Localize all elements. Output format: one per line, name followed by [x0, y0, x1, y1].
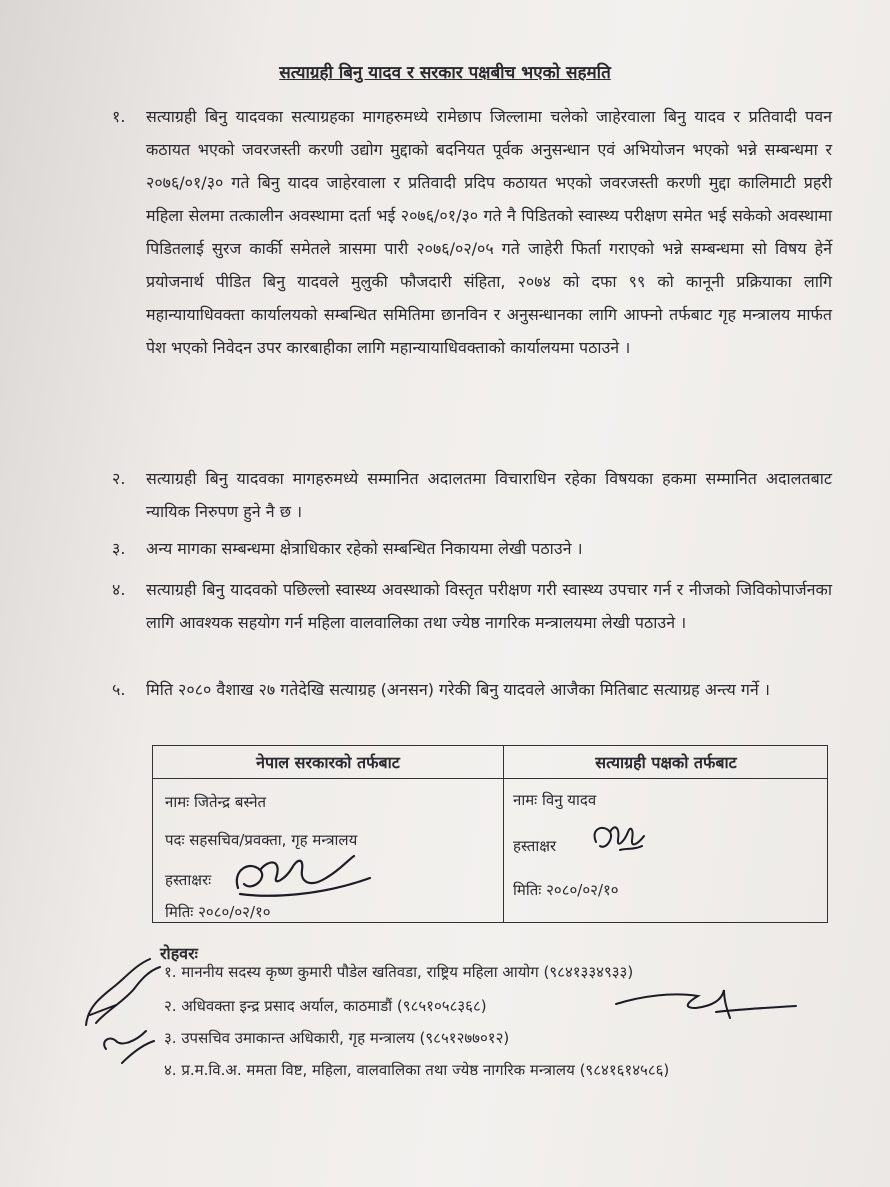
item-number: ३.	[112, 539, 126, 558]
protester-handwritten-signature	[590, 820, 650, 865]
witness-2-signature	[612, 982, 802, 1022]
agreement-item-1	[112, 100, 832, 364]
witness-1: १. माननीय सदस्य कृष्ण कुमारी पौडेल खतिवडा, राष्ट्रिय महिला आयोग (९८४१३३४९३३)	[164, 963, 634, 981]
govt-signature-label: हस्ताक्षरः	[165, 871, 212, 889]
item-number: ४.	[112, 580, 126, 599]
item-text: सत्याग्रही बिनु यादवका सत्याग्रहका मागहरुमध्ये रामेछाप जिल्लामा चलेको जाहेरवाला बिनु यादव र प्रतिवादी पवन कठायत भएको जवरजस्ती करणी उद्योग मुद्दाको बदनियत पूर्वक अनुसन्धान एवं अभियोजन भएको भन्ने सम्बन्धमा र २०७६/०१/३० गते बिनु यादव जाहेरवाला र प्रतिवादी प्रदिप कठायत भएको जवरजस्ती करणी मुद्दा कालिमाटी प्रहरी महिला सेलमा तत्कालीन अवस्थामा दर्ता भई २०७६/०१/३० गते नै पिडितको स्वास्थ्य परीक्षण समेत भई सकेको अवस्थामा पिडितलाई सुरज कार्की समेतले त्रासमा पारी २०७६/०२/०५ गते जाहेरी फिर्ता गराएको भन्ने सम्बन्धमा सो विषय हेर्ने प्रयोजनार्थ पीडित बिनु यादवले मुलुकी फौजदारी संहिता, २०७४ को दफा ९९ को कानूनी प्रक्रियाका लागि महान्यायाधिवक्ता कार्यालयको सम्बन्धित समितिमा छानविन र अनुसन्धानका लागि आफ्नो तर्फबाट गृह मन्त्रालय मार्फत पेश भएको निवेदन उपर कारबाहीका लागि महान्यायाधिवक्ताको कार्यालयमा पठाउने ।	[146, 107, 832, 357]
item-text: सत्याग्रही बिनु यादवका मागहरुमध्ये सम्मानित अदालतमा विचाराधिन रहेका विषयका हकमा सम्मानित अदालतबाट न्यायिक निरुपण हुने नै छ ।	[146, 469, 832, 521]
protester-signature-label: हस्ताक्षर	[513, 837, 557, 855]
item-text: मिति २०८० वैशाख २७ गतेदेखि सत्याग्रह (अनसन) गरेकी बिनु यादवले आजैका मितिबाट सत्याग्रह अन्त्य गर्ने ।	[146, 680, 770, 699]
document-title: सत्याग्रही बिनु यादव र सरकार पक्षबीच भएको सहमति	[279, 63, 611, 83]
agreement-item-2	[112, 462, 832, 528]
agreement-item-4	[112, 573, 832, 639]
govt-date: मितिः २०८०/०२/१०	[165, 903, 271, 921]
table-divider	[503, 746, 504, 922]
witness-3: ३. उपसचिव उमाकान्त अधिकारी, गृह मन्त्रालय (९८५१२७७०१२)	[164, 1029, 510, 1047]
witness-heading: रोहवरः	[160, 944, 198, 963]
protester-side-heading: सत्याग्रही पक्षको तर्फबाट	[595, 753, 737, 772]
witness-2: २. अधिवक्ता इन्द्र प्रसाद अर्याल, काठमाडौं (९८५१०५८३६८)	[164, 997, 487, 1015]
item-number: १.	[112, 107, 126, 126]
item-text: सत्याग्रही बिनु यादवको पछिल्लो स्वास्थ्य अवस्थाको विस्तृत परीक्षण गरी स्वास्थ्य उपचार गर्न र नीजको जिविकोपार्जनका लागि आवश्यक सहयोग गर्न महिला वालवालिका तथा ज्येष्ठ नागरिक मन्त्रालयमा लेखी पठाउने ।	[146, 580, 832, 632]
govt-handwritten-signature	[230, 848, 390, 908]
govt-name: नामः जितेन्द्र बस्नेत	[165, 793, 267, 811]
item-number: २.	[112, 469, 126, 488]
protester-date: मितिः २०८०/०२/१०	[513, 881, 619, 899]
item-number: ५.	[112, 680, 126, 699]
govt-side-heading: नेपाल सरकारको तर्फबाट	[256, 753, 400, 772]
witness-4: ४. प्र.म.वि.अ. ममता विष्ट, महिला, वालवालिका तथा ज्येष्ठ नागरिक मन्त्रालय (९८४१६१४५८६)	[164, 1061, 670, 1079]
protester-name: नामः विनु यादव	[513, 791, 597, 809]
govt-post: पदः सहसचिव/प्रवक्ता, गृह मन्त्रालय	[165, 831, 358, 849]
agreement-item-5	[112, 673, 832, 706]
witness-margin-signatures	[76, 945, 176, 1075]
agreement-item-3	[112, 532, 832, 565]
item-text: अन्य मागका सम्बन्धमा क्षेत्राधिकार रहेको सम्बन्धित निकायमा लेखी पठाउने ।	[146, 539, 583, 558]
